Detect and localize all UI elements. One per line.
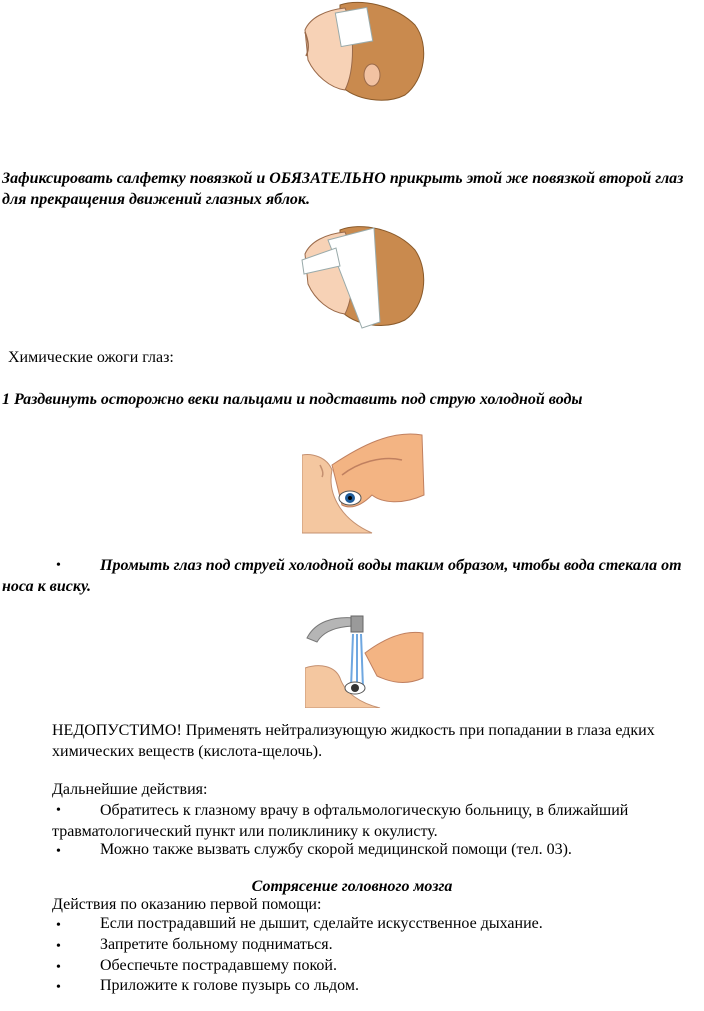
concussion-item-1: Если пострадавший не дышит, сделайте искусственное дыхание. <box>100 915 543 932</box>
tap-rinse-illustration <box>305 608 425 708</box>
further-item-2: Можно также вызвать службу скорой медицинской помощи (тел. 03). <box>100 841 572 858</box>
concussion-bullet-1: • <box>56 918 61 933</box>
concussion-bullet-4: • <box>56 980 61 995</box>
concussion-item-2: Запретите больному подниматься. <box>100 936 333 953</box>
further-bullet-2: • <box>56 844 61 859</box>
further-bullet-1: • <box>56 803 61 818</box>
step-2-rinse-eye: Промыть глаз под струей холодной воды таким образом, чтобы вода стекала от носа к виску. <box>2 557 682 595</box>
chemical-burns-heading: Химические ожоги глаз: <box>8 349 174 366</box>
concussion-bullet-3: • <box>56 960 61 975</box>
face-bandage-illustration <box>300 222 430 332</box>
step-1-open-eyelids: 1 Раздвинуть осторожно веки пальцами и подставить под струю холодной воды <box>2 391 583 408</box>
warning-lead: НЕДОПУСТИМО! <box>52 722 182 739</box>
first-aid-subheading: Действия по оказанию первой помощи: <box>52 896 322 913</box>
warning-text: Применять нейтрализующую жидкость при попадании в глаза едких химических веществ (кислота-щелочь). <box>52 722 655 760</box>
concussion-item-3: Обеспечьте пострадавшему покой. <box>100 957 337 974</box>
further-item-1: Обратитесь к глазному врачу в офтальмологическую больницу, в ближайший травматологический пункт или поликлинику к окулисту. <box>52 802 629 840</box>
warning-paragraph <box>52 720 702 762</box>
concussion-item-4: Приложите к голове пузырь со льдом. <box>100 977 359 994</box>
concussion-title: Сотрясение головного мозга <box>251 878 453 895</box>
concussion-bullet-2: • <box>56 939 61 954</box>
eyelid-fingers-illustration <box>302 425 427 535</box>
gauze-fix-instruction: Зафиксировать салфетку повязкой и ОБЯЗАТЕЛЬНО прикрыть этой же повязкой второй глаз для прекращения движений глазных яблок. <box>2 170 684 208</box>
step-2-bullet: • <box>56 558 61 573</box>
face-gauze-illustration <box>300 0 430 105</box>
further-actions-heading: Дальнейшие действия: <box>52 781 208 798</box>
